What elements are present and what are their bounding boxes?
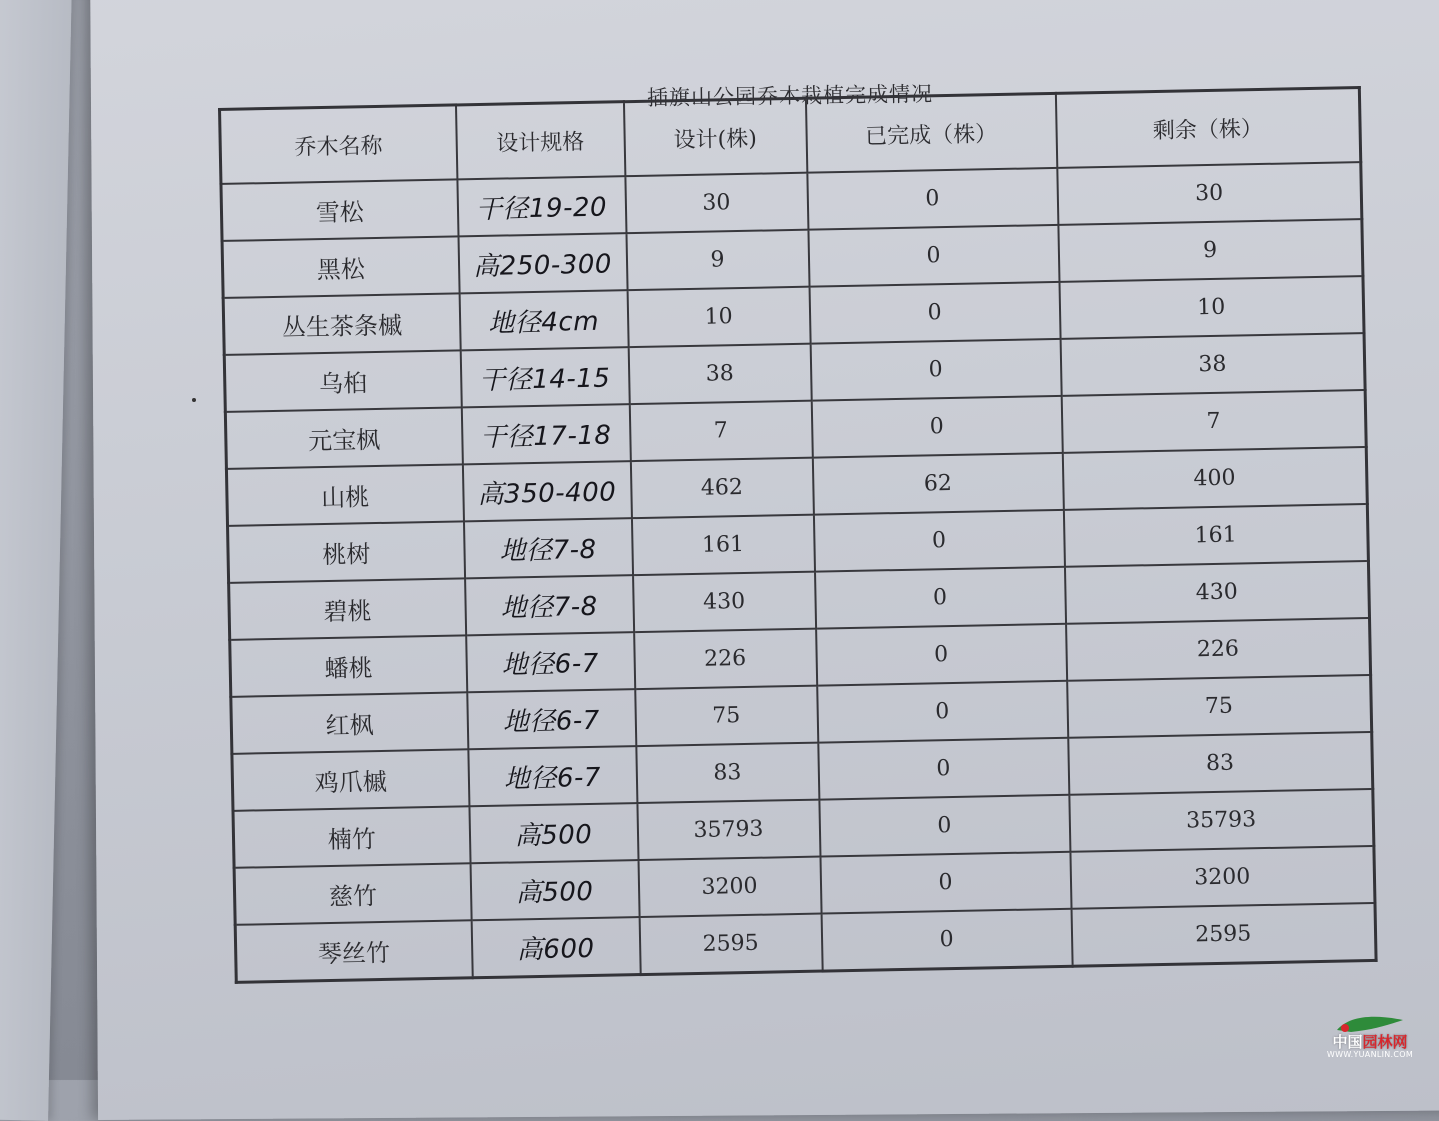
design-count-cell: 75 <box>635 686 818 746</box>
header-remaining-count: 剩余（株） <box>1055 88 1360 168</box>
watermark-brand-black: 中国 <box>1332 1033 1363 1051</box>
tree-name-cell: 丛生茶条槭 <box>223 293 460 355</box>
tree-spec-cell: 干径19-20 <box>457 176 626 236</box>
design-count-cell: 10 <box>627 287 810 347</box>
design-count-cell: 226 <box>634 629 817 689</box>
watermark-brand <box>1315 1034 1425 1050</box>
design-count-cell: 30 <box>625 173 808 233</box>
tree-spec-cell: 高500 <box>470 860 639 920</box>
header-completed-count: 已完成（株） <box>805 93 1056 172</box>
design-count-cell: 35793 <box>637 800 820 860</box>
tree-name-cell: 元宝枫 <box>225 407 462 469</box>
design-count-cell: 430 <box>633 572 816 632</box>
tree-name-cell: 蟠桃 <box>230 635 467 697</box>
design-count-cell: 3200 <box>638 857 821 917</box>
remaining-count-cell: 10 <box>1059 276 1364 339</box>
tree-spec-cell: 地径7-8 <box>463 518 632 578</box>
tree-spec-cell: 地径4cm <box>459 290 628 350</box>
ink-dot <box>192 398 196 402</box>
completed-count-cell: 0 <box>817 681 1068 743</box>
completed-count-cell: 0 <box>815 567 1066 629</box>
completed-count-cell: 0 <box>811 396 1062 458</box>
tree-name-cell: 鸡爪槭 <box>232 749 469 811</box>
tree-spec-cell: 干径17-18 <box>461 404 630 464</box>
tree-name-cell: 桃树 <box>228 521 465 583</box>
remaining-count-cell: 2595 <box>1071 903 1376 966</box>
completed-count-cell: 0 <box>819 795 1070 857</box>
remaining-count-cell: 161 <box>1063 504 1368 567</box>
design-count-cell: 7 <box>629 401 812 461</box>
completed-count-cell: 0 <box>810 339 1061 401</box>
tree-spec-cell: 地径6-7 <box>468 746 637 806</box>
tree-name-cell: 琴丝竹 <box>235 920 472 982</box>
header-design-spec: 设计规格 <box>455 102 624 180</box>
completed-count-cell: 0 <box>816 624 1067 686</box>
watermark-brand-red: 园林网 <box>1362 1033 1408 1051</box>
design-count-cell: 2595 <box>639 914 822 975</box>
tree-name-cell: 雪松 <box>221 179 458 241</box>
design-count-cell: 9 <box>626 230 809 290</box>
tree-spec-cell: 地径7-8 <box>465 575 634 635</box>
header-tree-name: 乔木名称 <box>220 105 457 184</box>
completed-count-cell: 0 <box>807 168 1058 230</box>
tree-name-cell: 碧桃 <box>229 578 466 640</box>
tree-spec-cell: 高350-400 <box>462 461 631 521</box>
design-count-cell: 38 <box>628 344 811 404</box>
tree-spec-cell: 地径6-7 <box>467 689 636 749</box>
completed-count-cell: 0 <box>820 852 1071 914</box>
remaining-count-cell: 75 <box>1067 675 1372 738</box>
tree-spec-cell: 地径6-7 <box>466 632 635 692</box>
tree-spec-cell: 高600 <box>471 917 640 978</box>
header-design-count: 设计(株) <box>623 98 806 176</box>
tree-planting-table <box>218 86 1378 984</box>
remaining-count-cell: 400 <box>1062 447 1367 510</box>
document-title: 插旗山公园乔木栽植完成情况 <box>646 82 934 110</box>
remaining-count-cell: 30 <box>1057 162 1362 225</box>
completed-count-cell: 0 <box>808 225 1059 287</box>
tree-name-cell: 乌桕 <box>224 350 461 412</box>
remaining-count-cell: 35793 <box>1069 789 1374 852</box>
remaining-count-cell: 3200 <box>1070 846 1375 909</box>
completed-count-cell: 0 <box>818 738 1069 800</box>
table-body <box>221 162 1376 982</box>
tree-spec-cell: 高250-300 <box>458 233 627 293</box>
remaining-count-cell: 38 <box>1060 333 1365 396</box>
yuanlin-watermark <box>1315 1012 1425 1072</box>
tree-name-cell: 慈竹 <box>234 863 471 925</box>
design-count-cell: 462 <box>630 458 813 518</box>
design-count-cell: 83 <box>636 743 819 803</box>
remaining-count-cell: 226 <box>1066 618 1371 681</box>
tree-spec-cell: 干径14-15 <box>460 347 629 407</box>
completed-count-cell: 0 <box>821 909 1072 971</box>
watermark-url: WWW.YUANLIN.COM <box>1326 1050 1414 1059</box>
tree-name-cell: 红枫 <box>231 692 468 754</box>
remaining-count-cell: 83 <box>1068 732 1373 795</box>
remaining-count-cell: 7 <box>1061 390 1366 453</box>
remaining-count-cell: 430 <box>1064 561 1369 624</box>
tree-name-cell: 楠竹 <box>233 806 470 868</box>
tree-name-cell: 山桃 <box>226 464 463 526</box>
design-count-cell: 161 <box>631 515 814 575</box>
completed-count-cell: 0 <box>813 510 1064 572</box>
tree-spec-cell: 高500 <box>469 803 638 863</box>
completed-count-cell: 0 <box>809 282 1060 344</box>
remaining-count-cell: 9 <box>1058 219 1363 282</box>
completed-count-cell: 62 <box>812 453 1063 515</box>
tree-name-cell: 黑松 <box>222 236 459 298</box>
yuanlin-logo-icon <box>1333 1012 1407 1034</box>
